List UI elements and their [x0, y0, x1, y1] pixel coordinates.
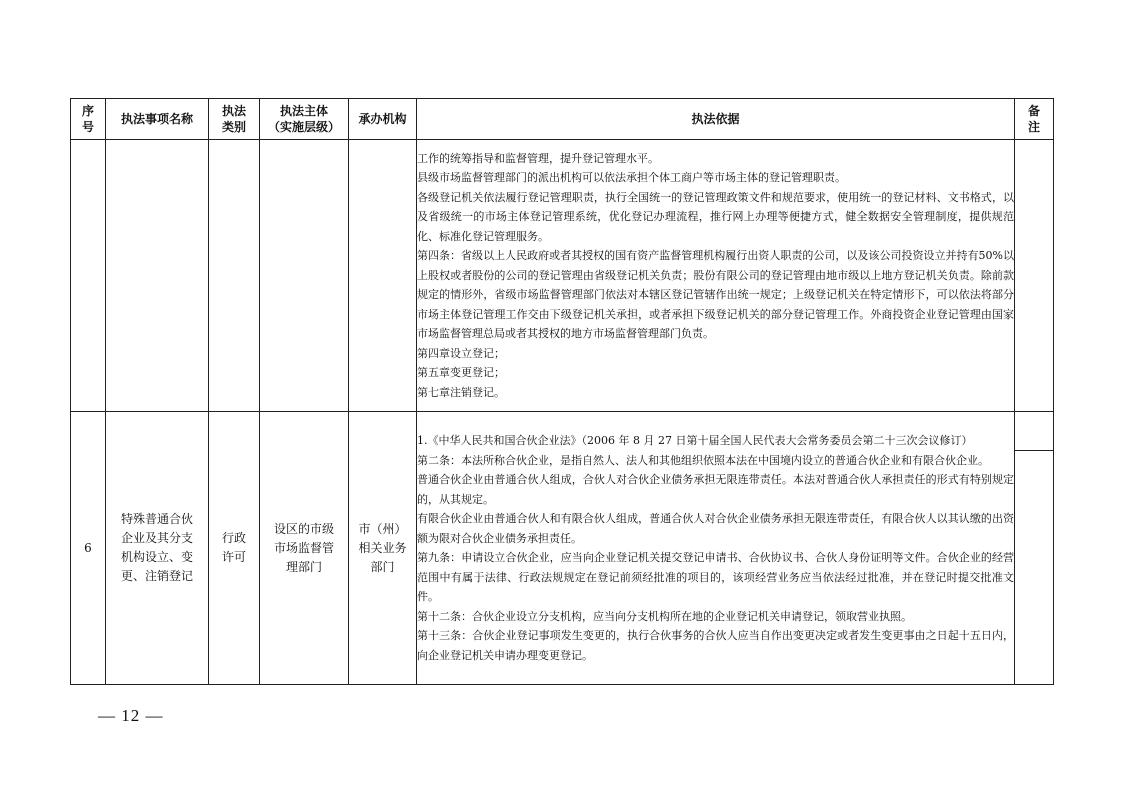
- header-item-name: 执法事项名称: [106, 99, 209, 140]
- basis-paragraph: 工作的统筹指导和监督管理，提升登记管理水平。: [417, 151, 659, 165]
- subject-line: 市场监督管: [273, 540, 334, 555]
- cell-subject: [260, 412, 349, 685]
- basis-paragraph: 第四条：省级以上人民政府或者其授权的国有资产监督管理机构履行出资人职责的公司，以及该公司投资设立并持有50%以上股权或者股份的公司的登记管理由省级登记机关负责；股份有限公司的登记管理由地市级以上地方登记机关负责。除前款规定的情形外，省级市场监督管理部门依法对本辖区登记管辖作出统一规定；上级登记机关在特定情形下，可以依法将部分市场主体登记管理工作交由下级登记机关承担，或者承担下级登记机关的部分登记管理工作。外商投资企业登记管理由国家市场监督管理总局或者其授权的地方市场监督管理部门负责。: [417, 249, 1014, 341]
- subject-line: 设区的市级: [273, 521, 334, 536]
- header-remarks-line-2: 注: [1027, 120, 1040, 134]
- basis-paragraph: 第九条：申请设立合伙企业，应当向企业登记机关提交登记申请书、合伙协议书、合伙人身份证明等文件。合伙企业的经营范围中有属于法律、行政法规规定在登记前须经批准的项目的，该项经营业务应当依法经过批准，并在登记时提交批准文件。: [417, 551, 1014, 603]
- category-line: 许可: [221, 550, 246, 564]
- cell-item-name: [106, 412, 209, 685]
- cell-handling-org: [349, 140, 417, 412]
- header-remarks: [1015, 99, 1054, 140]
- item-name-line: 企业及其分支: [120, 531, 193, 545]
- header-row: [71, 99, 1054, 140]
- law-enforcement-table: [70, 98, 1054, 685]
- basis-paragraph: 第五章变更登记；: [417, 366, 505, 380]
- remarks-divider: [1015, 450, 1053, 451]
- header-subject-line-1: 执法主体: [279, 104, 328, 118]
- item-name-line: 机构设立、变: [120, 550, 193, 564]
- header-handling-org: 承办机构: [349, 99, 417, 140]
- cell-item-name: [106, 140, 209, 412]
- header-category-line-1: 执法: [221, 104, 246, 118]
- handling-org-line: 部门: [370, 559, 395, 574]
- header-seq-line-2: 号: [81, 120, 94, 134]
- handling-org-line: 市（州）: [358, 521, 407, 536]
- basis-paragraph: 普通合伙企业由普通合伙人组成，合伙人对合伙企业债务承担无限连带责任。本法对普通合伙人承担责任的形式有特别规定的，从其规定。: [417, 473, 1014, 506]
- header-category-line-2: 类别: [221, 120, 246, 134]
- header-basis: 执法依据: [417, 99, 1015, 140]
- cell-subject: [260, 140, 349, 412]
- basis-paragraph: 第十二条：合伙企业设立分支机构，应当向分支机构所在地的企业登记机关申请登记，领取营业执照。: [417, 609, 912, 623]
- header-seq-line-1: 序: [81, 104, 94, 118]
- basis-paragraph: 第四章设立登记；: [417, 346, 505, 360]
- basis-paragraph: 县级市场监督管理部门的派出机构可以依法承担个体工商户等市场主体的登记管理职责。: [417, 171, 846, 185]
- cell-seq: [71, 140, 106, 412]
- header-subject-line-2: （实施层级）: [267, 120, 340, 134]
- category-line: 行政: [221, 531, 246, 545]
- table-row: [71, 140, 1054, 412]
- basis-paragraph: 第十三条：合伙企业登记事项发生变更的，执行合伙事务的合伙人应当自作出变更决定或者发生变更事由之日起十五日内，向企业登记机关申请办理变更登记。: [417, 629, 1014, 662]
- handling-org-line: 相关业务: [358, 540, 407, 555]
- basis-paragraph: 第二条：本法所称合伙企业，是指自然人、法人和其他组织依照本法在中国境内设立的普通合伙企业和有限合伙企业。: [417, 453, 989, 467]
- cell-remarks: [1015, 412, 1054, 685]
- subject-line: 理部门: [285, 559, 322, 574]
- header-remarks-line-1: 备: [1027, 104, 1040, 118]
- page-number: — 12 —: [98, 706, 164, 725]
- cell-category: [209, 412, 260, 685]
- cell-seq: 6: [71, 412, 106, 685]
- basis-paragraph: 第七章注销登记。: [417, 385, 505, 399]
- table-row: [71, 412, 1054, 685]
- cell-basis: [417, 412, 1015, 685]
- cell-handling-org: [349, 412, 417, 685]
- cell-basis: [417, 140, 1015, 412]
- basis-paragraph: 各级登记机关依法履行登记管理职责，执行全国统一的登记管理政策文件和规范要求，使用统一的登记材料、文书格式，以及省级统一的市场主体登记管理系统，优化登记办理流程，推行网上办理等便捷方式，健全数据安全管理制度，提供规范化、标准化登记管理服务。: [417, 190, 1014, 243]
- cell-remarks: [1015, 140, 1054, 412]
- header-category: [209, 99, 260, 140]
- item-name-line: 特殊普通合伙: [120, 512, 193, 526]
- header-subject: [260, 99, 349, 140]
- header-seq: [71, 99, 106, 140]
- basis-paragraph: 有限合伙企业由普通合伙人和有限合伙人组成，普通合伙人对合伙企业债务承担无限连带责任，有限合伙人以其认缴的出资额为限对合伙企业债务承担责任。: [417, 512, 1014, 545]
- basis-paragraph: 1.《中华人民共和国合伙企业法》（2006 年 8 月 27 日第十届全国人民代表大会常务委员会第二十三次会议修订）: [417, 434, 973, 447]
- item-name-line: 更、注销登记: [120, 569, 193, 583]
- cell-category: [209, 140, 260, 412]
